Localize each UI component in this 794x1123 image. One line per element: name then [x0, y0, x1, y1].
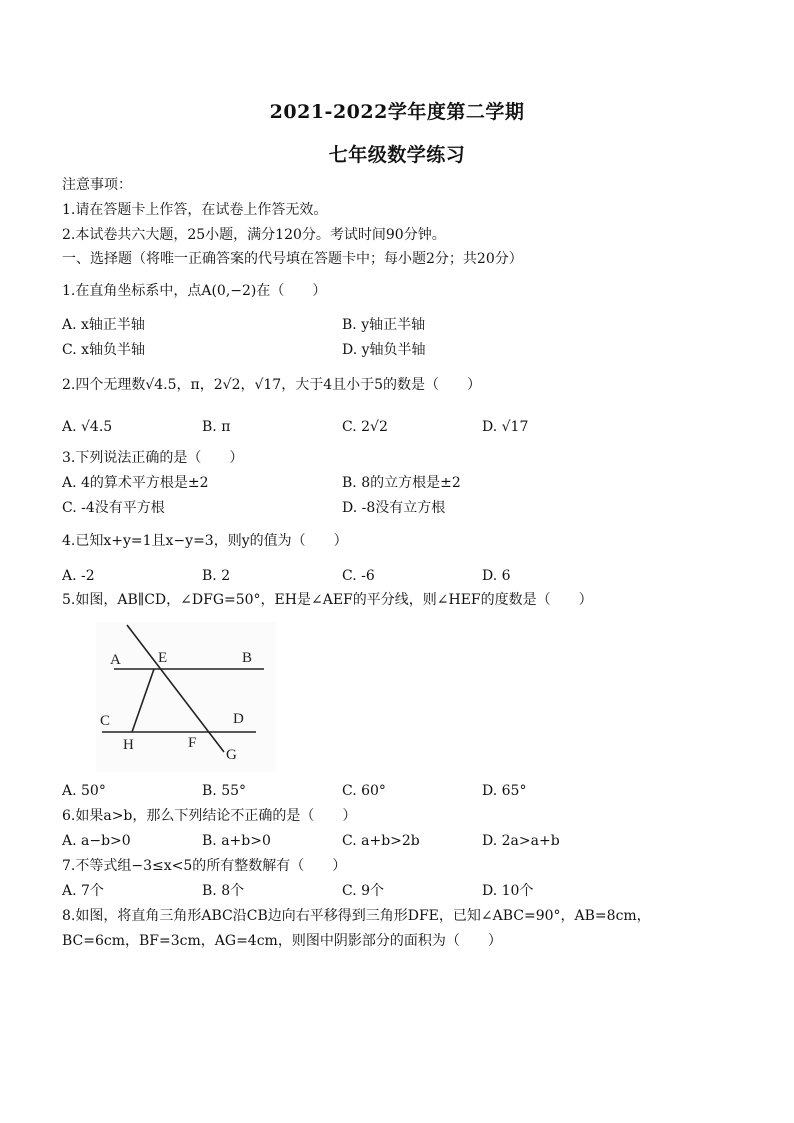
- label-b: B: [242, 650, 253, 666]
- note-item-1: 1.请在答题卡上作答，在试卷上作答无效。: [62, 202, 328, 218]
- question-2-stem: 2.四个无理数√4.5，π，2√2，√17，大于4且小于5的数是（ ）: [62, 377, 482, 393]
- label-e: E: [158, 650, 168, 666]
- q7-option-c: C. 9个: [342, 883, 385, 899]
- section-heading: 一、选择题（将唯一正确答案的代号填在答题卡中；每小题2分；共20分）: [62, 251, 523, 267]
- q3-option-b: B. 8的立方根是±2: [342, 475, 461, 491]
- notes-heading: 注意事项：: [62, 177, 132, 193]
- q3-option-c: C. -4没有平方根: [62, 500, 165, 516]
- label-a: A: [110, 652, 121, 668]
- page-title: 2021-2022学年度第二学期: [269, 101, 525, 123]
- q6-option-c: C. a+b>2b: [342, 833, 420, 849]
- page-subtitle: 七年级数学练习: [328, 144, 466, 166]
- q1-option-a: A. x轴正半轴: [62, 317, 145, 333]
- q1-option-b: B. y轴正半轴: [342, 317, 426, 333]
- q1-option-d: D. y轴负半轴: [342, 342, 426, 358]
- question-3-stem: 3.下列说法正确的是（ ）: [62, 450, 244, 466]
- q3-option-a: A. 4的算术平方根是±2: [62, 475, 209, 491]
- q2-option-d: D. √17: [482, 419, 529, 435]
- q6-option-d: D. 2a>a+b: [482, 833, 560, 849]
- label-d: D: [233, 711, 244, 727]
- q7-option-a: A. 7个: [62, 883, 104, 899]
- question-7-stem: 7.不等式组−3≤x<5的所有整数解有（ ）: [62, 858, 347, 874]
- q4-option-a: A. -2: [62, 568, 95, 584]
- question-4-stem: 4.已知x+y=1且x−y=3，则y的值为（ ）: [62, 533, 348, 549]
- note-item-2: 2.本试卷共六大题，25小题，满分120分。考试时间90分钟。: [62, 227, 446, 243]
- question-6-stem: 6.如果a>b，那么下列结论不正确的是（ ）: [62, 808, 357, 824]
- question-5-stem: 5.如图，AB∥CD，∠DFG=50°，EH是∠AEF的平分线，则∠HEF的度数是（ ）: [62, 592, 593, 608]
- q6-option-b: B. a+b>0: [202, 833, 271, 849]
- q6-option-a: A. a−b>0: [62, 833, 131, 849]
- q1-option-c: C. x轴负半轴: [62, 342, 146, 358]
- question-1-stem: 1.在直角坐标系中，点A(0,−2)在（ ）: [62, 283, 327, 299]
- q4-option-d: D. 6: [482, 568, 511, 584]
- q2-option-b: B. π: [202, 419, 231, 435]
- q3-option-d: D. -8没有立方根: [342, 500, 446, 516]
- q7-option-d: D. 10个: [482, 883, 534, 899]
- question-8-stem-cont: BC=6cm，BF=3cm，AG=4cm，则图中阴影部分的面积为（ ）: [62, 933, 502, 949]
- q4-option-b: B. 2: [202, 568, 231, 584]
- q4-option-c: C. -6: [342, 568, 375, 584]
- q5-geometry-figure: [96, 622, 276, 772]
- label-g: G: [226, 747, 237, 763]
- q5-option-c: C. 60°: [342, 783, 386, 799]
- question-8-stem: 8.如图，将直角三角形ABC沿CB边向右平移得到三角形DFE，已知∠ABC=90°，AB=8cm，: [62, 908, 651, 924]
- label-h: H: [123, 737, 134, 753]
- label-f: F: [188, 735, 197, 751]
- q2-option-a: A. √4.5: [62, 419, 113, 435]
- q7-option-b: B. 8个: [202, 883, 245, 899]
- label-c: C: [100, 713, 111, 729]
- q5-option-b: B. 55°: [202, 783, 247, 799]
- q5-option-d: D. 65°: [482, 783, 527, 799]
- q2-option-c: C. 2√2: [342, 419, 388, 435]
- q5-option-a: A. 50°: [62, 783, 106, 799]
